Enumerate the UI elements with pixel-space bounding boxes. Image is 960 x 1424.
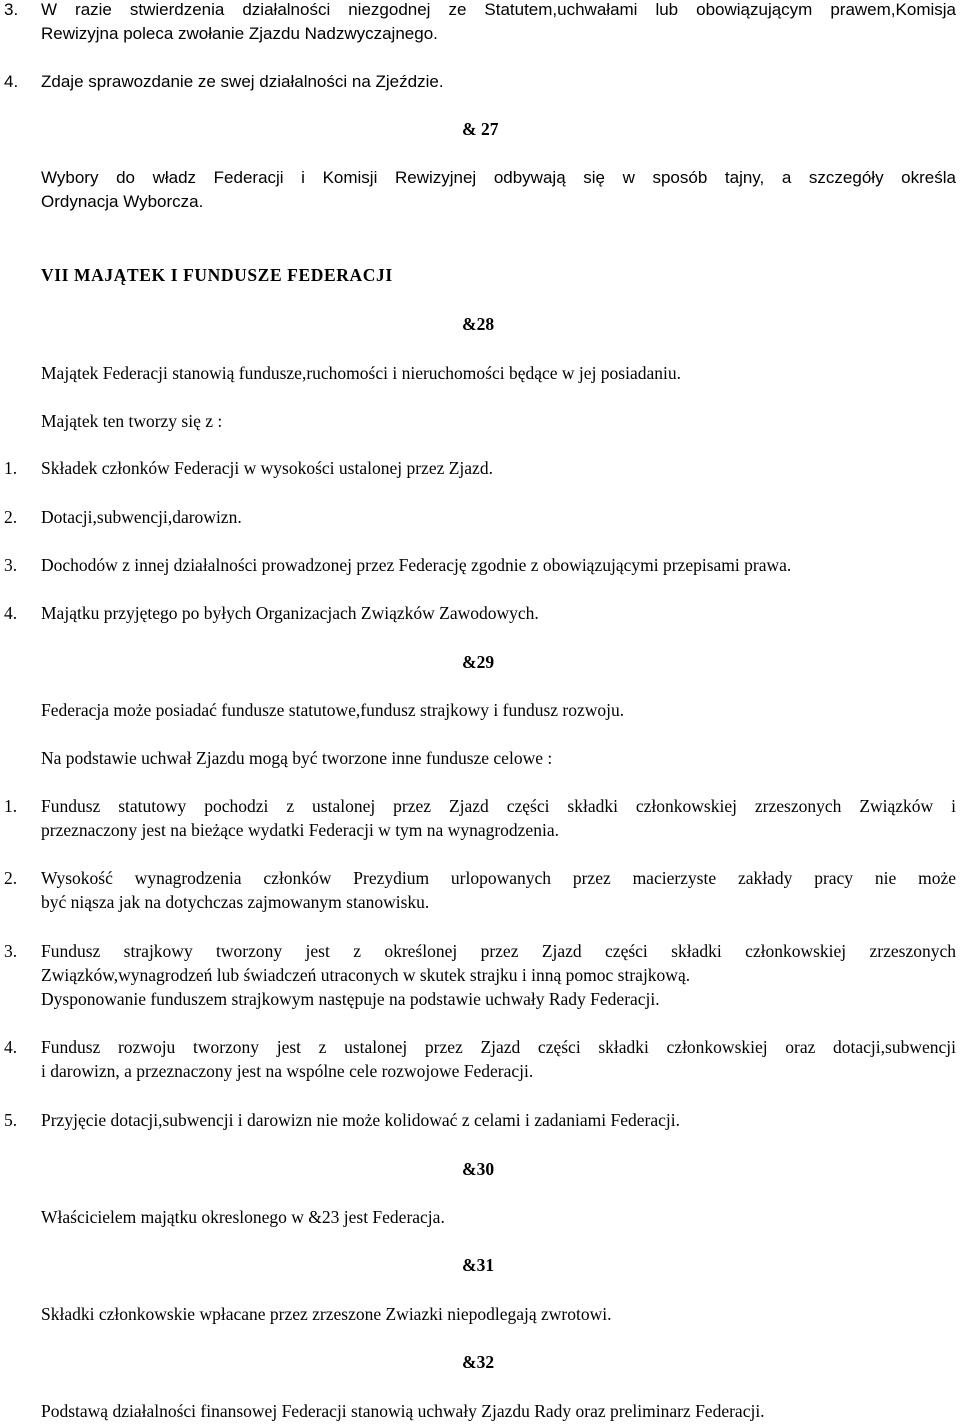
section-heading: &32 — [462, 1352, 495, 1372]
paragraph-text: Ordynacja Wyborcza. — [41, 192, 204, 211]
paragraph-text: Federacja może posiadać fundusze statutowe,fundusz strajkowy i fundusz rozwoju. — [41, 700, 625, 720]
section-heading: &29 — [462, 652, 495, 672]
list-number: 1. — [4, 796, 18, 816]
list-item-text: być niąsza jak na dotychczas zajmowanym stanowisku. — [41, 892, 430, 912]
list-item-text: Majątku przyjętego po byłych Organizacjach Związków Zawodowych. — [41, 603, 539, 623]
list-number: 4. — [4, 1037, 18, 1057]
list-number: 3. — [4, 0, 19, 19]
list-number: 2. — [4, 868, 18, 888]
list-item-text: W razie stwierdzenia działalności niezgodnej ze Statutem,uchwałami lub obowiązującym prawem,Komisja — [41, 0, 956, 19]
list-number: 1. — [4, 458, 18, 478]
list-number: 4. — [4, 72, 19, 91]
section-heading: &31 — [462, 1255, 495, 1275]
section-heading: &30 — [462, 1159, 495, 1179]
list-item-text: Zdaje sprawozdanie ze swej działalności na Zjeździe. — [41, 72, 444, 91]
list-item-text: Rewizyjna poleca zwołanie Zjazdu Nadzwyczajnego. — [41, 24, 438, 43]
list-number: 5. — [4, 1110, 18, 1130]
list-item-text: Dysponowanie funduszem strajkowym następuje na podstawie uchwały Rady Federacji. — [41, 989, 660, 1009]
list-item-text: Wysokość wynagrodzenia członków Prezydium urlopowanych przez macierzyste zakłady pracy nie może — [41, 868, 956, 888]
list-item-text: przeznaczony jest na bieżące wydatki Federacji w tym na wynagrodzenia. — [41, 820, 559, 840]
paragraph-text: Składki członkowskie wpłacane przez zrzeszone Zwiazki niepodlegają zwrotowi. — [41, 1304, 612, 1324]
list-item-text: Dotacji,subwencji,darowizn. — [41, 507, 242, 527]
section-heading: &28 — [462, 314, 495, 334]
list-item-text: Przyjęcie dotacji,subwencji i darowizn nie może kolidować z celami i zadaniami Federacji. — [41, 1110, 680, 1130]
paragraph-text: Majątek Federacji stanowią fundusze,ruchomości i nieruchomości będące w jej posiadaniu. — [41, 363, 681, 383]
list-number: 4. — [4, 603, 18, 623]
paragraph-text: Majątek ten tworzy się z : — [41, 411, 223, 431]
list-item-text: Fundusz statutowy pochodzi z ustalonej przez Zjazd części składki członkowskiej zrzeszonych Związków i — [41, 796, 956, 816]
section-heading: & 27 — [462, 119, 499, 139]
list-number: 3. — [4, 941, 18, 961]
list-item-text: Fundusz strajkowy tworzony jest z określonej przez Zjazd części składki członkowskiej zrzeszonych — [41, 941, 956, 961]
list-item-text: Fundusz rozwoju tworzony jest z ustalonej przez Zjazd części składki członkowskiej oraz dotacji,subwencji — [41, 1037, 956, 1057]
list-item-text: Związków,wynagrodzeń lub świadczeń utraconych w skutek strajku i inną pomoc strajkową. — [41, 965, 691, 985]
paragraph-text: Wybory do władz Federacji i Komisji Rewizyjnej odbywają się w sposób tajny, a szczegóły określa — [41, 168, 956, 187]
list-item-text: i darowizn, a przeznaczony jest na wspólne cele rozwojowe Federacji. — [41, 1061, 534, 1081]
chapter-title: VII MAJĄTEK I FUNDUSZE FEDERACJI — [41, 265, 393, 285]
paragraph-text: Właścicielem majątku okreslonego w &23 jest Federacja. — [41, 1207, 445, 1227]
list-item-text: Składek członków Federacji w wysokości ustalonej przez Zjazd. — [41, 458, 493, 478]
list-number: 3. — [4, 555, 18, 575]
list-number: 2. — [4, 507, 18, 527]
list-item-text: Dochodów z innej działalności prowadzonej przez Federację zgodnie z obowiązującymi przepisami prawa. — [41, 555, 792, 575]
paragraph-text: Podstawą działalności finansowej Federacji stanowią uchwały Zjazdu Rady oraz preliminarz Federacji. — [41, 1401, 765, 1421]
paragraph-text: Na podstawie uchwał Zjazdu mogą być tworzone inne fundusze celowe : — [41, 748, 553, 768]
